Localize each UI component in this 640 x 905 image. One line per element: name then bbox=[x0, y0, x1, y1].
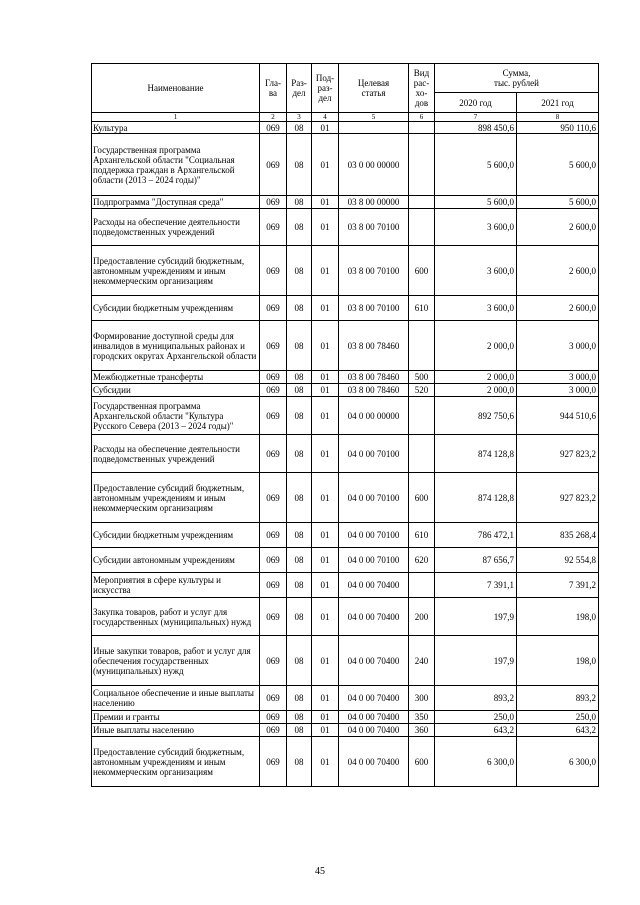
cell-razdel: 08 bbox=[287, 636, 312, 686]
table-row bbox=[92, 598, 599, 636]
table-row bbox=[92, 473, 599, 523]
cell-razdel: 08 bbox=[287, 523, 312, 548]
cell-razdel: 08 bbox=[287, 711, 312, 724]
cell-glava: 069 bbox=[260, 598, 287, 636]
cell-glava: 069 bbox=[260, 134, 287, 196]
cell-2020: 197,9 bbox=[435, 636, 517, 686]
cell-2021: 198,0 bbox=[517, 598, 599, 636]
cell-podrazdel: 01 bbox=[312, 321, 339, 371]
cell-2020: 5 600,0 bbox=[435, 134, 517, 196]
cell-vid: 200 bbox=[409, 598, 435, 636]
cell-2020: 5 600,0 bbox=[435, 196, 517, 209]
cell-2020: 898 450,6 bbox=[435, 122, 517, 134]
cell-target: 04 0 00 70400 bbox=[339, 724, 409, 737]
cell-target: 03 8 00 78460 bbox=[339, 321, 409, 371]
cell-2021: 5 600,0 bbox=[517, 196, 599, 209]
column-number: 7 bbox=[435, 113, 517, 122]
cell-glava: 069 bbox=[260, 246, 287, 296]
cell-glava: 069 bbox=[260, 371, 287, 384]
cell-vid: 600 bbox=[409, 473, 435, 523]
cell-2021: 6 300,0 bbox=[517, 737, 599, 787]
cell-razdel: 08 bbox=[287, 573, 312, 598]
cell-podrazdel: 01 bbox=[312, 473, 339, 523]
cell-razdel: 08 bbox=[287, 397, 312, 435]
cell-name: Премии и гранты bbox=[92, 711, 260, 724]
cell-2021: 7 391,2 bbox=[517, 573, 599, 598]
cell-vid: 600 bbox=[409, 737, 435, 787]
cell-glava: 069 bbox=[260, 636, 287, 686]
cell-2021: 927 823,2 bbox=[517, 435, 599, 473]
cell-vid: 610 bbox=[409, 296, 435, 321]
cell-razdel: 08 bbox=[287, 296, 312, 321]
cell-glava: 069 bbox=[260, 737, 287, 787]
cell-2021: 3 000,0 bbox=[517, 371, 599, 384]
table-row bbox=[92, 686, 599, 711]
cell-2021: 2 600,0 bbox=[517, 246, 599, 296]
cell-2021: 2 600,0 bbox=[517, 296, 599, 321]
cell-target: 04 0 00 70400 bbox=[339, 598, 409, 636]
cell-target: 04 0 00 70100 bbox=[339, 473, 409, 523]
column-number: 4 bbox=[312, 113, 339, 122]
cell-vid bbox=[409, 573, 435, 598]
cell-glava: 069 bbox=[260, 397, 287, 435]
cell-2020: 250,0 bbox=[435, 711, 517, 724]
column-number: 2 bbox=[260, 113, 287, 122]
cell-target: 04 0 00 70100 bbox=[339, 548, 409, 573]
cell-razdel: 08 bbox=[287, 384, 312, 397]
cell-podrazdel: 01 bbox=[312, 134, 339, 196]
table-row bbox=[92, 321, 599, 371]
cell-glava: 069 bbox=[260, 435, 287, 473]
cell-razdel: 08 bbox=[287, 435, 312, 473]
cell-target: 03 8 00 70100 bbox=[339, 296, 409, 321]
table-row bbox=[92, 209, 599, 246]
cell-vid: 360 bbox=[409, 724, 435, 737]
column-number: 8 bbox=[517, 113, 599, 122]
table-row bbox=[92, 435, 599, 473]
cell-2021: 950 110,6 bbox=[517, 122, 599, 134]
cell-2021: 198,0 bbox=[517, 636, 599, 686]
cell-name: Субсидии бюджетным учреждениям bbox=[92, 296, 260, 321]
cell-name: Иные закупки товаров, работ и услуг для обеспечения государственных (муниципальных) нужд bbox=[92, 636, 260, 686]
cell-glava: 069 bbox=[260, 209, 287, 246]
cell-podrazdel: 01 bbox=[312, 573, 339, 598]
cell-2020: 874 128,8 bbox=[435, 435, 517, 473]
table-row bbox=[92, 573, 599, 598]
cell-glava: 069 bbox=[260, 548, 287, 573]
page-number: 45 bbox=[315, 866, 325, 877]
cell-name: Государственная программа Архангельской области "Культура Русского Севера (2013 – 2024 годы)" bbox=[92, 397, 260, 435]
cell-2021: 643,2 bbox=[517, 724, 599, 737]
cell-target: 04 0 00 70400 bbox=[339, 636, 409, 686]
cell-name: Культура bbox=[92, 122, 260, 134]
cell-razdel: 08 bbox=[287, 548, 312, 573]
cell-name: Предоставление субсидий бюджетным, автономным учреждениям и иным некоммерческим организациям bbox=[92, 737, 260, 787]
cell-razdel: 08 bbox=[287, 246, 312, 296]
header-podrazdel: Под- раз- дел bbox=[312, 64, 339, 113]
cell-target: 04 0 00 70100 bbox=[339, 435, 409, 473]
table-row bbox=[92, 523, 599, 548]
header-razdel: Раз- дел bbox=[287, 64, 312, 113]
cell-podrazdel: 01 bbox=[312, 246, 339, 296]
cell-target: 04 0 00 70400 bbox=[339, 686, 409, 711]
table-row bbox=[92, 134, 599, 196]
cell-2020: 3 600,0 bbox=[435, 209, 517, 246]
cell-target: 04 0 00 00000 bbox=[339, 397, 409, 435]
cell-razdel: 08 bbox=[287, 598, 312, 636]
cell-podrazdel: 01 bbox=[312, 209, 339, 246]
cell-razdel: 08 bbox=[287, 196, 312, 209]
header-year-2020: 2020 год bbox=[435, 93, 517, 113]
cell-vid bbox=[409, 122, 435, 134]
header-year-2021: 2021 год bbox=[517, 93, 599, 113]
cell-podrazdel: 01 bbox=[312, 548, 339, 573]
cell-glava: 069 bbox=[260, 384, 287, 397]
table-row bbox=[92, 384, 599, 397]
cell-2021: 3 000,0 bbox=[517, 384, 599, 397]
cell-name: Межбюджетные трансферты bbox=[92, 371, 260, 384]
cell-razdel: 08 bbox=[287, 134, 312, 196]
cell-2021: 250,0 bbox=[517, 711, 599, 724]
cell-target: 04 0 00 70400 bbox=[339, 573, 409, 598]
cell-2020: 892 750,6 bbox=[435, 397, 517, 435]
cell-razdel: 08 bbox=[287, 473, 312, 523]
cell-name: Субсидии бюджетным учреждениям bbox=[92, 523, 260, 548]
cell-vid: 600 bbox=[409, 246, 435, 296]
cell-2021: 3 000,0 bbox=[517, 321, 599, 371]
cell-2021: 927 823,2 bbox=[517, 473, 599, 523]
cell-razdel: 08 bbox=[287, 724, 312, 737]
cell-target: 04 0 00 70100 bbox=[339, 523, 409, 548]
cell-target bbox=[339, 122, 409, 134]
table-row bbox=[92, 371, 599, 384]
column-number: 3 bbox=[287, 113, 312, 122]
cell-razdel: 08 bbox=[287, 686, 312, 711]
cell-2020: 2 000,0 bbox=[435, 371, 517, 384]
column-number-row bbox=[92, 113, 599, 122]
cell-vid bbox=[409, 134, 435, 196]
cell-podrazdel: 01 bbox=[312, 196, 339, 209]
cell-name: Формирование доступной среды для инвалидов в муниципальных районах и городских округах Архангельской области bbox=[92, 321, 260, 371]
cell-glava: 069 bbox=[260, 321, 287, 371]
cell-podrazdel: 01 bbox=[312, 296, 339, 321]
table-row bbox=[92, 122, 599, 134]
cell-name: Социальное обеспечение и иные выплаты населению bbox=[92, 686, 260, 711]
budget-table bbox=[91, 63, 599, 787]
cell-podrazdel: 01 bbox=[312, 711, 339, 724]
cell-2021: 2 600,0 bbox=[517, 209, 599, 246]
cell-name: Предоставление субсидий бюджетным, автономным учреждениям и иным некоммерческим организациям bbox=[92, 246, 260, 296]
cell-podrazdel: 01 bbox=[312, 686, 339, 711]
cell-target: 03 8 00 00000 bbox=[339, 196, 409, 209]
table-row bbox=[92, 397, 599, 435]
cell-vid bbox=[409, 435, 435, 473]
cell-podrazdel: 01 bbox=[312, 737, 339, 787]
cell-vid: 300 bbox=[409, 686, 435, 711]
cell-name: Иные выплаты населению bbox=[92, 724, 260, 737]
cell-vid bbox=[409, 209, 435, 246]
cell-target: 04 0 00 70400 bbox=[339, 711, 409, 724]
column-number: 5 bbox=[339, 113, 409, 122]
cell-vid bbox=[409, 397, 435, 435]
cell-podrazdel: 01 bbox=[312, 636, 339, 686]
cell-2020: 874 128,8 bbox=[435, 473, 517, 523]
cell-name: Предоставление субсидий бюджетным, автономным учреждениям и иным некоммерческим организациям bbox=[92, 473, 260, 523]
cell-razdel: 08 bbox=[287, 122, 312, 134]
cell-vid: 610 bbox=[409, 523, 435, 548]
cell-name: Субсидии bbox=[92, 384, 260, 397]
cell-2020: 87 656,7 bbox=[435, 548, 517, 573]
cell-2020: 2 000,0 bbox=[435, 321, 517, 371]
cell-vid: 520 bbox=[409, 384, 435, 397]
cell-target: 03 8 00 78460 bbox=[339, 371, 409, 384]
cell-target: 03 8 00 70100 bbox=[339, 246, 409, 296]
cell-2021: 835 268,4 bbox=[517, 523, 599, 548]
cell-glava: 069 bbox=[260, 296, 287, 321]
cell-name: Субсидии автономным учреждениям bbox=[92, 548, 260, 573]
cell-2020: 2 000,0 bbox=[435, 384, 517, 397]
cell-name: Расходы на обеспечение деятельности подведомственных учреждений bbox=[92, 435, 260, 473]
cell-2020: 643,2 bbox=[435, 724, 517, 737]
cell-podrazdel: 01 bbox=[312, 371, 339, 384]
table-row bbox=[92, 196, 599, 209]
cell-vid: 350 bbox=[409, 711, 435, 724]
cell-vid: 500 bbox=[409, 371, 435, 384]
table-row bbox=[92, 711, 599, 724]
header-sum: Сумма, тыс. рублей bbox=[435, 64, 599, 93]
cell-glava: 069 bbox=[260, 686, 287, 711]
cell-razdel: 08 bbox=[287, 209, 312, 246]
cell-target: 04 0 00 70400 bbox=[339, 737, 409, 787]
table-row bbox=[92, 636, 599, 686]
cell-name: Мероприятия в сфере культуры и искусства bbox=[92, 573, 260, 598]
cell-2021: 944 510,6 bbox=[517, 397, 599, 435]
cell-2020: 197,9 bbox=[435, 598, 517, 636]
header-name: Наименование bbox=[92, 64, 260, 113]
table-body bbox=[92, 122, 599, 787]
cell-podrazdel: 01 bbox=[312, 435, 339, 473]
cell-2021: 5 600,0 bbox=[517, 134, 599, 196]
cell-target: 03 0 00 00000 bbox=[339, 134, 409, 196]
table-row bbox=[92, 548, 599, 573]
cell-podrazdel: 01 bbox=[312, 122, 339, 134]
cell-glava: 069 bbox=[260, 724, 287, 737]
cell-vid bbox=[409, 321, 435, 371]
cell-target: 03 8 00 78460 bbox=[339, 384, 409, 397]
cell-glava: 069 bbox=[260, 573, 287, 598]
cell-glava: 069 bbox=[260, 122, 287, 134]
cell-glava: 069 bbox=[260, 196, 287, 209]
cell-name: Государственная программа Архангельской области "Социальная поддержка граждан в Архангельской области (2013 – 2024 годы)" bbox=[92, 134, 260, 196]
table-row bbox=[92, 246, 599, 296]
cell-2020: 6 300,0 bbox=[435, 737, 517, 787]
cell-2021: 893,2 bbox=[517, 686, 599, 711]
table-row bbox=[92, 737, 599, 787]
cell-podrazdel: 01 bbox=[312, 384, 339, 397]
cell-podrazdel: 01 bbox=[312, 523, 339, 548]
table-row bbox=[92, 724, 599, 737]
cell-name: Закупка товаров, работ и услуг для государственных (муниципальных) нужд bbox=[92, 598, 260, 636]
column-number: 1 bbox=[92, 113, 260, 122]
header-vid: Вид рас- хо- дов bbox=[409, 64, 435, 113]
cell-podrazdel: 01 bbox=[312, 397, 339, 435]
cell-glava: 069 bbox=[260, 711, 287, 724]
cell-2020: 893,2 bbox=[435, 686, 517, 711]
cell-2020: 3 600,0 bbox=[435, 246, 517, 296]
cell-podrazdel: 01 bbox=[312, 724, 339, 737]
cell-target: 03 8 00 70100 bbox=[339, 209, 409, 246]
table-row bbox=[92, 296, 599, 321]
cell-2021: 92 554,8 bbox=[517, 548, 599, 573]
cell-razdel: 08 bbox=[287, 321, 312, 371]
cell-vid bbox=[409, 196, 435, 209]
cell-vid: 620 bbox=[409, 548, 435, 573]
header-target: Целевая статья bbox=[339, 64, 409, 113]
cell-2020: 786 472,1 bbox=[435, 523, 517, 548]
cell-podrazdel: 01 bbox=[312, 598, 339, 636]
column-number: 6 bbox=[409, 113, 435, 122]
cell-name: Подпрограмма "Доступная среда" bbox=[92, 196, 260, 209]
cell-glava: 069 bbox=[260, 473, 287, 523]
cell-razdel: 08 bbox=[287, 737, 312, 787]
cell-name: Расходы на обеспечение деятельности подведомственных учреждений bbox=[92, 209, 260, 246]
cell-vid: 240 bbox=[409, 636, 435, 686]
cell-2020: 3 600,0 bbox=[435, 296, 517, 321]
cell-razdel: 08 bbox=[287, 371, 312, 384]
header-glava: Гла- ва bbox=[260, 64, 287, 113]
cell-glava: 069 bbox=[260, 523, 287, 548]
cell-2020: 7 391,1 bbox=[435, 573, 517, 598]
